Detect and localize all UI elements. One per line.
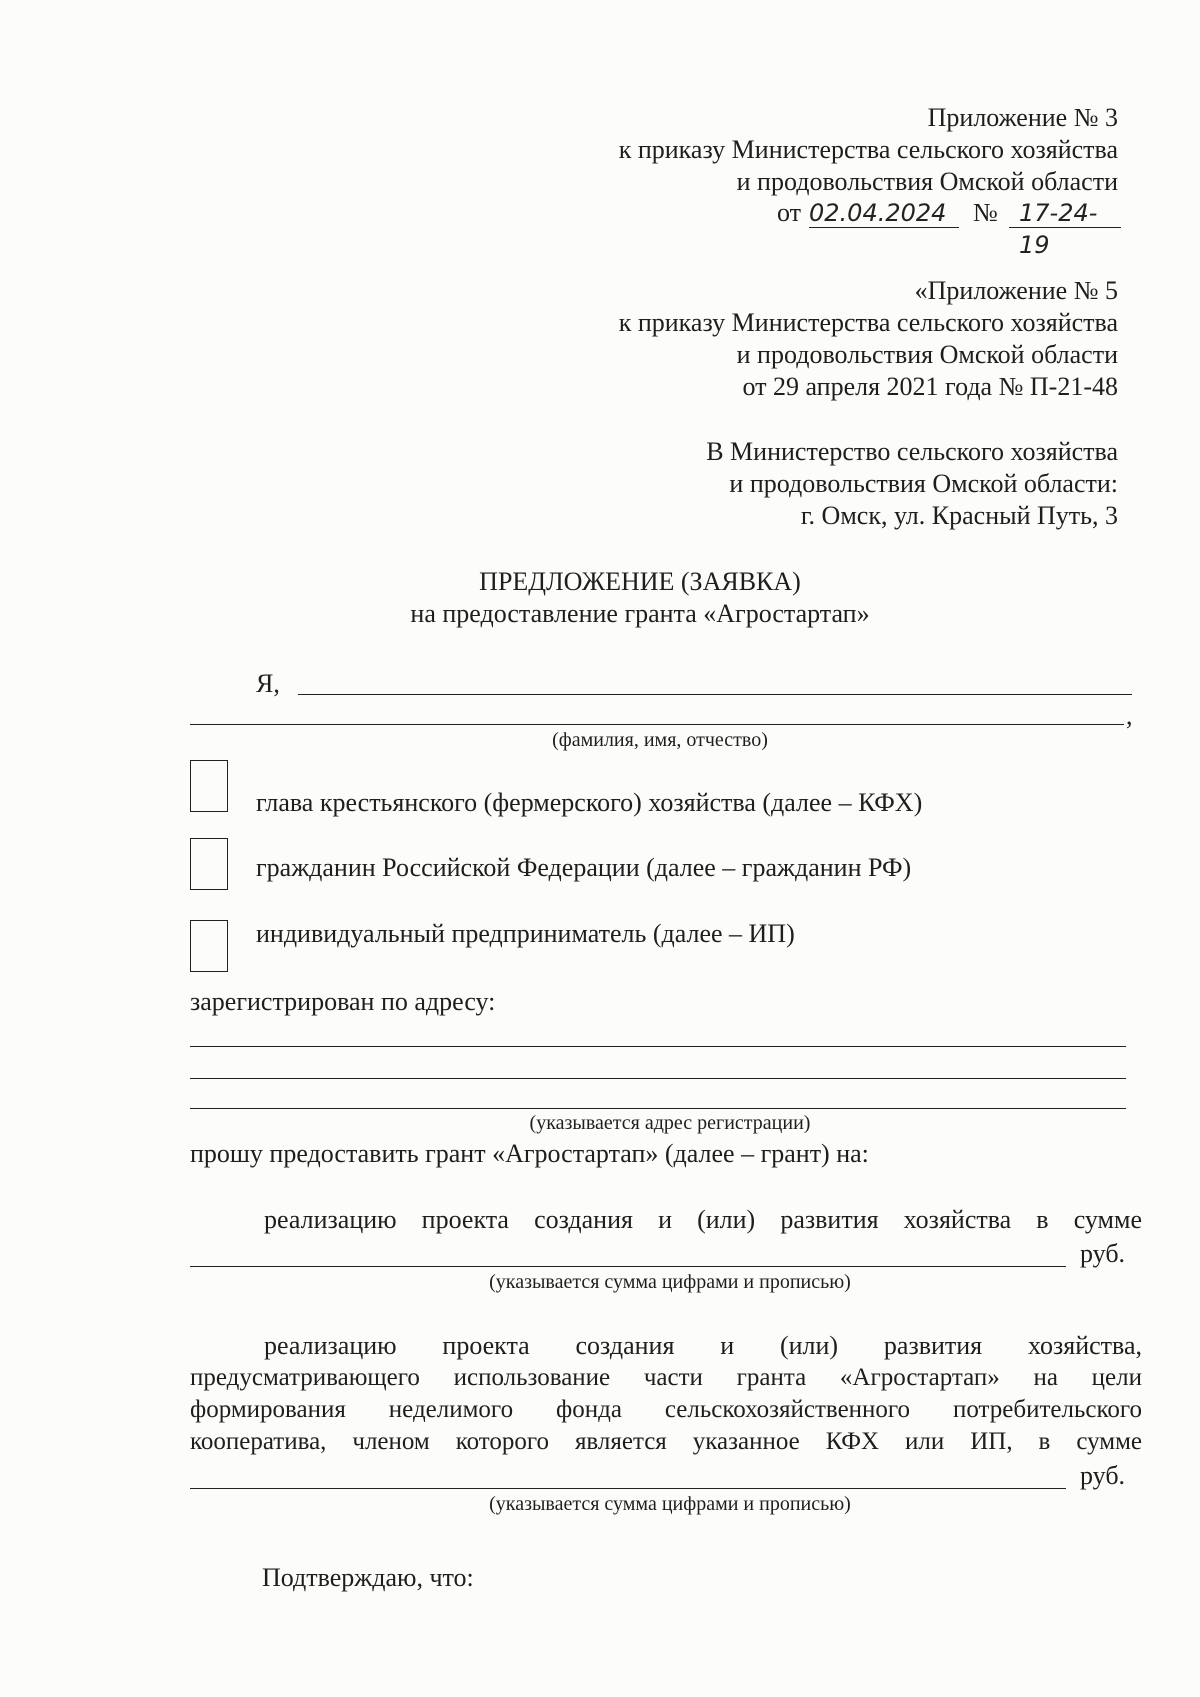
address-caption: (указывается адрес регистрации) xyxy=(529,1112,811,1134)
header1-number-underline xyxy=(1009,227,1121,228)
document-subtitle: на предоставление гранта «Агростартап» xyxy=(410,599,870,628)
item1-text: реализацию проекта создания и (или) развития хозяйства в сумме xyxy=(264,1205,1142,1234)
addressee-line2: и продовольствия Омской области: xyxy=(729,469,1118,498)
fio-line-1 xyxy=(298,694,1132,695)
addressee-line1: В Министерство сельского хозяйства xyxy=(706,437,1118,466)
header2-line1: «Приложение № 5 xyxy=(914,276,1118,305)
registration-label: зарегистрирован по адресу: xyxy=(190,987,496,1016)
fio-caption: (фамилия, имя, отчество) xyxy=(552,729,768,751)
option-citizen-label: гражданин Российской Федерации (далее – гражданин РФ) xyxy=(256,853,912,882)
header1-line2: к приказу Министерства сельского хозяйства xyxy=(618,135,1118,164)
option-kfh-label: глава крестьянского (фермерского) хозяйства (далее – КФХ) xyxy=(256,788,923,817)
item2-sum-line xyxy=(190,1488,1066,1489)
addressee-line3: г. Омск, ул. Красный Путь, 3 xyxy=(800,501,1118,530)
item1-rub: руб. xyxy=(1080,1239,1126,1268)
header2-line2: к приказу Министерства сельского хозяйства xyxy=(618,308,1118,337)
header1-line1: Приложение № 3 xyxy=(927,103,1118,132)
item2-line1: реализацию проекта создания и (или) развития хозяйства, xyxy=(264,1331,1142,1360)
fio-comma: , xyxy=(1126,701,1133,730)
header1-order-line xyxy=(777,197,1122,259)
checkbox-kfh[interactable] xyxy=(190,760,228,812)
header1-number-sign: № xyxy=(973,198,998,227)
address-line-2 xyxy=(190,1078,1126,1079)
checkbox-citizen[interactable] xyxy=(190,838,228,890)
header1-number-handwritten: 17-24-19 xyxy=(1019,199,1098,259)
checkbox-ip[interactable] xyxy=(190,920,228,972)
item1-sum-caption: (указывается сумма цифрами и прописью) xyxy=(489,1271,851,1293)
item2-line3: формирования неделимого фонда сельскохозяйственного потребительского xyxy=(190,1396,1142,1423)
header2-line4: от 29 апреля 2021 года № П-21-48 xyxy=(742,372,1118,401)
header1-date-handwritten: 02.04.2024 xyxy=(809,199,947,227)
item2-line4: кооператива, членом которого является указанное КФХ или ИП, в сумме xyxy=(190,1428,1142,1455)
address-line-3 xyxy=(190,1108,1126,1109)
header1-line3: и продовольствия Омской области xyxy=(736,167,1118,196)
item2-sum-caption: (указывается сумма цифрами и прописью) xyxy=(489,1493,851,1515)
item2-rub: руб. xyxy=(1080,1461,1126,1490)
item1-sum-line xyxy=(190,1266,1066,1267)
header1-ot: от xyxy=(777,198,802,227)
fio-line-2 xyxy=(190,724,1124,725)
applicant-ya: Я, xyxy=(256,669,280,698)
address-line-1 xyxy=(190,1046,1126,1047)
header1-date-underline xyxy=(809,227,959,228)
option-ip-label: индивидуальный предприниматель (далее – ИП) xyxy=(256,919,795,948)
header2-line3: и продовольствия Омской области xyxy=(736,340,1118,369)
confirm-text: Подтверждаю, что: xyxy=(262,1563,474,1592)
document-title: ПРЕДЛОЖЕНИЕ (ЗАЯВКА) xyxy=(479,567,801,596)
request-intro: прошу предоставить грант «Агростартап» (далее – грант) на: xyxy=(190,1139,869,1168)
item2-line2: предусматривающего использование части гранта «Агростартап» на цели xyxy=(190,1364,1142,1391)
